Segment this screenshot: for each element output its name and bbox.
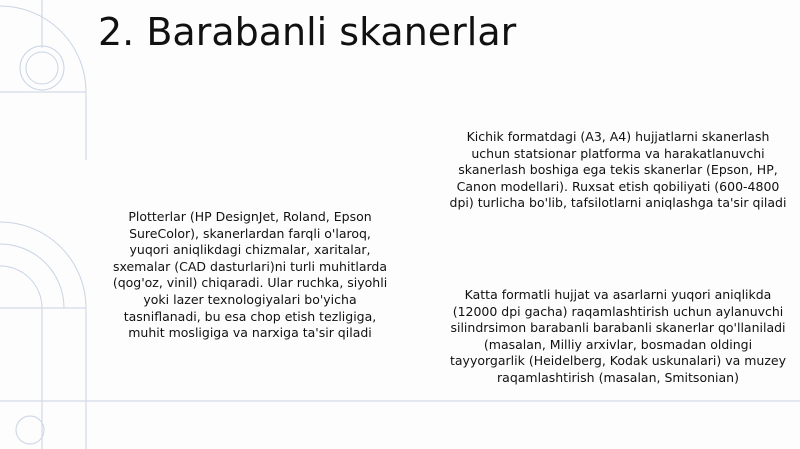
deco-arc-large xyxy=(0,6,86,92)
paragraph-drum-scanners: Katta formatli hujjat va asarlarni yuqori aniqlikda (12000 dpi gacha) raqamlashtirish uchun aylanuvchi silindrsimon barabanli barabanli skanerlar qo'llaniladi (masalan, Milliy arxivlar, bosmadan oldingi tayyorgarlik (Heidelberg, Kodak uskunalari) va muzey raqamlashtirish (masalan, Smitsonian) xyxy=(450,287,786,385)
deco-circle-bottom xyxy=(16,416,44,444)
slide-title: 2. Barabanli skanerlar xyxy=(98,10,517,54)
paragraph-plotters: Plotterlar (HP DesignJet, Roland, Epson SureColor), skanerlardan farqli o'laroq, yuqori aniqlikdagi chizmalar, xaritalar, sxemalar (CAD dasturlari)ni turli muhitlarda (qog'oz, vinil) chiqaradi. Ular ruchka, siyohli yoki lazer texnologiyalari bo'yicha tasniflanadi, bu esa chop etish tezligiga, muhit mosligiga va narxiga ta'sir qiladi xyxy=(112,209,388,341)
deco-arch-middle xyxy=(0,244,64,308)
deco-arch-outer xyxy=(0,222,86,308)
deco-circle-outer xyxy=(20,46,64,90)
deco-arch-inner xyxy=(0,266,42,308)
paragraph-flatbed-scanners: Kichik formatdagi (A3, A4) hujjatlarni skanerlash uchun statsionar platforma va harakatlanuvchi skanerlash boshiga ega tekis skanerlar (Epson, HP, Canon modellari). Ruxsat etish qobiliyati (600-4800 dpi) turlicha bo'lib, tafsilotlarni aniqlashga ta'sir qiladi xyxy=(449,129,787,211)
deco-circle-inner xyxy=(26,52,58,84)
